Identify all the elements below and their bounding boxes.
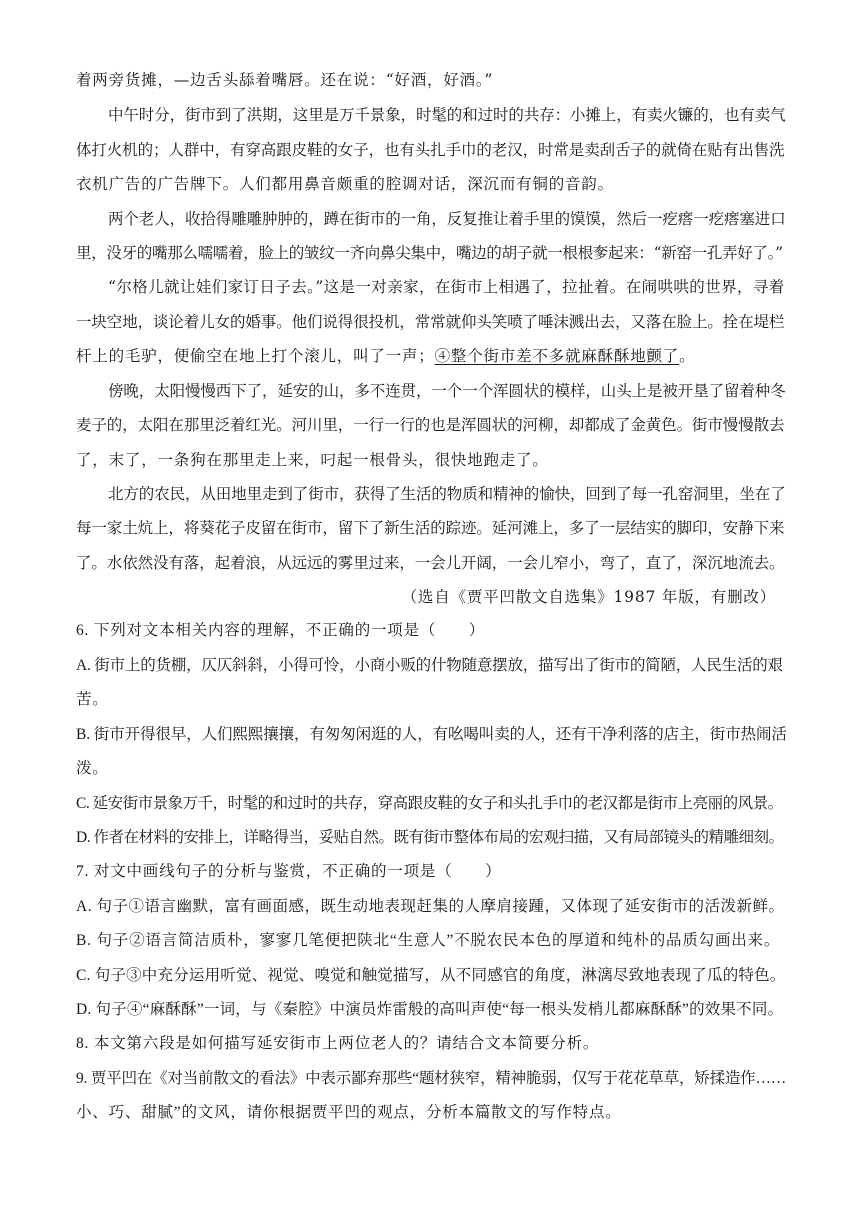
source-citation: （选自《贾平凹散文自选集》1987 年版，有删改）	[401, 588, 776, 606]
option-6a: A. 街市上的货棚，仄仄斜斜，小得可怜，小商小贩的什物随意摆放，描写出了街市的简陋，人民生活的艰	[76, 657, 783, 674]
passage-line: 了，末了，一条狗在那里走上来，叼起一根骨头，很快地跑走了。	[76, 451, 549, 469]
passage-line: 衣机广告的广告牌下。人们都用鼻音颇重的腔调对话，深沉而有铜的音韵。	[76, 175, 614, 193]
option-6d: D. 作者在材料的安排上，详略得当，妥贴自然。既有街市整体布局的宏观扫描，又有局部镜头的精雕细刻。	[76, 829, 784, 846]
passage-line: 了。水依然没有落，起着浪，从远远的雾里过来，一会儿开阔，一会儿窄小，弯了，直了，深沉地流去。	[76, 554, 785, 572]
option-7c: C. 句子③中充分运用听觉、视觉、嗅觉和触觉描写，从不同感官的角度，淋漓尽致地表现了瓜的特色。	[76, 967, 786, 984]
question-8: 8. 本文第六段是如何描写延安街市上两位老人的？请结合文本简要分析。	[76, 1035, 600, 1052]
option-6c: C. 延安街市景象万千，时髦的和过时的共存，穿高跟皮鞋的女子和头扎手巾的老汉都是街市上亮丽的风景。	[76, 795, 783, 812]
question-6: 6. 下列对文本相关内容的理解，不正确的一项是（ ）	[76, 622, 486, 639]
passage-line: “尔格儿就让娃们家订日子去。”这是一对亲家，在街市上相遇了，拉扯着。在闹哄哄的世界，寻着	[108, 278, 785, 296]
underlined-sentence-4: ④整个街市差不多就麻酥酥地颤了	[434, 347, 680, 365]
option-7b: B. 句子②语言简洁质朴，寥寥几笔便把陕北“生意人”不脱农民本色的厚道和纯朴的品质勾画出来。	[76, 932, 781, 949]
passage-line: 里，没牙的嘴那么嚅嚅着，脸上的皱纹一齐向鼻尖集中，嘴边的胡子就一根根奓起来：“新窑一孔弄好了。”	[76, 244, 783, 262]
passage-line: 两个老人，收拾得雕雕肿肿的，蹲在街市的一角，反复推让着手里的馍馍，然后一疙瘩一疙瘩塞进口	[108, 210, 786, 228]
passage-line: 一块空地，谈论着儿女的婚事。他们说得很投机，常常就仰头笑喷了唾沫溅出去，又落在脸上。拴在堤栏	[76, 313, 785, 331]
passage-line: 体打火机的；人群中，有穿高跟皮鞋的女子，也有头扎手巾的老汉，时常是卖刮舌子的就倚在贴有出售洗	[76, 141, 785, 159]
option-7a: A. 句子①语言幽默，富有画面感，既生动地表现赶集的人摩肩接踵，又体现了延安街市的活泼新鲜。	[76, 898, 785, 915]
question-9: 9. 贾平凹在《对当前散文的看法》中表示鄙弃那些“题材狭窄，精神脆弱，仅写于花花草草，矫揉造作……	[76, 1070, 787, 1087]
passage-line: 傍晚，太阳慢慢西下了，延安的山，多不连贯，一个一个浑圆状的模样，山头上是被开垦了留着种冬	[108, 382, 786, 400]
passage-line	[76, 346, 786, 366]
question-7: 7. 对文中画线句子的分析与鉴赏，不正确的一项是（ ）	[76, 863, 502, 880]
option-6b-cont: 泼。	[76, 760, 109, 777]
option-6a-cont: 苦。	[76, 691, 109, 708]
passage-line: 中午时分，街市到了洪期，这里是万千景象，时髦的和过时的共存：小摊上，有卖火镰的，也有卖气	[108, 106, 786, 124]
question-9-cont: 小、巧、甜腻”的文风，请你根据贾平凹的观点，分析本篇散文的写作特点。	[76, 1104, 622, 1121]
passage-text: 杆上的毛驴，便偷空在地上打个滚儿，叫了一声；	[76, 347, 435, 365]
option-6b: B. 街市开得很早，人们熙熙攘攘，有匆匆闲逛的人，有吆喝叫卖的人，还有干净利落的店主，街市热闹活	[76, 726, 787, 743]
passage-line: 每一家土炕上，将葵花子皮留在街市，留下了新生活的踪迹。延河滩上，多了一层结实的脚印，安静下来	[76, 519, 785, 537]
passage-text: 。	[679, 347, 696, 365]
option-7d: D. 句子④“麻酥酥”一词，与《秦腔》中演员炸雷般的高叫声使“每一根头发梢儿都麻酥酥”的效果不同。	[76, 1001, 784, 1018]
passage-line: 着两旁货摊，—边舌头舔着嘴唇。还在说：“好酒，好酒。”	[76, 71, 494, 89]
passage-line: 麦子的，太阳在那里泛着红光。河川里，一行一行的也是浑圆状的河柳，却都成了金黄色。街市慢慢散去	[76, 416, 785, 434]
passage-line: 北方的农民，从田地里走到了街市，获得了生活的物质和精神的愉快，回到了每一孔窑洞里，坐在了	[108, 485, 786, 503]
